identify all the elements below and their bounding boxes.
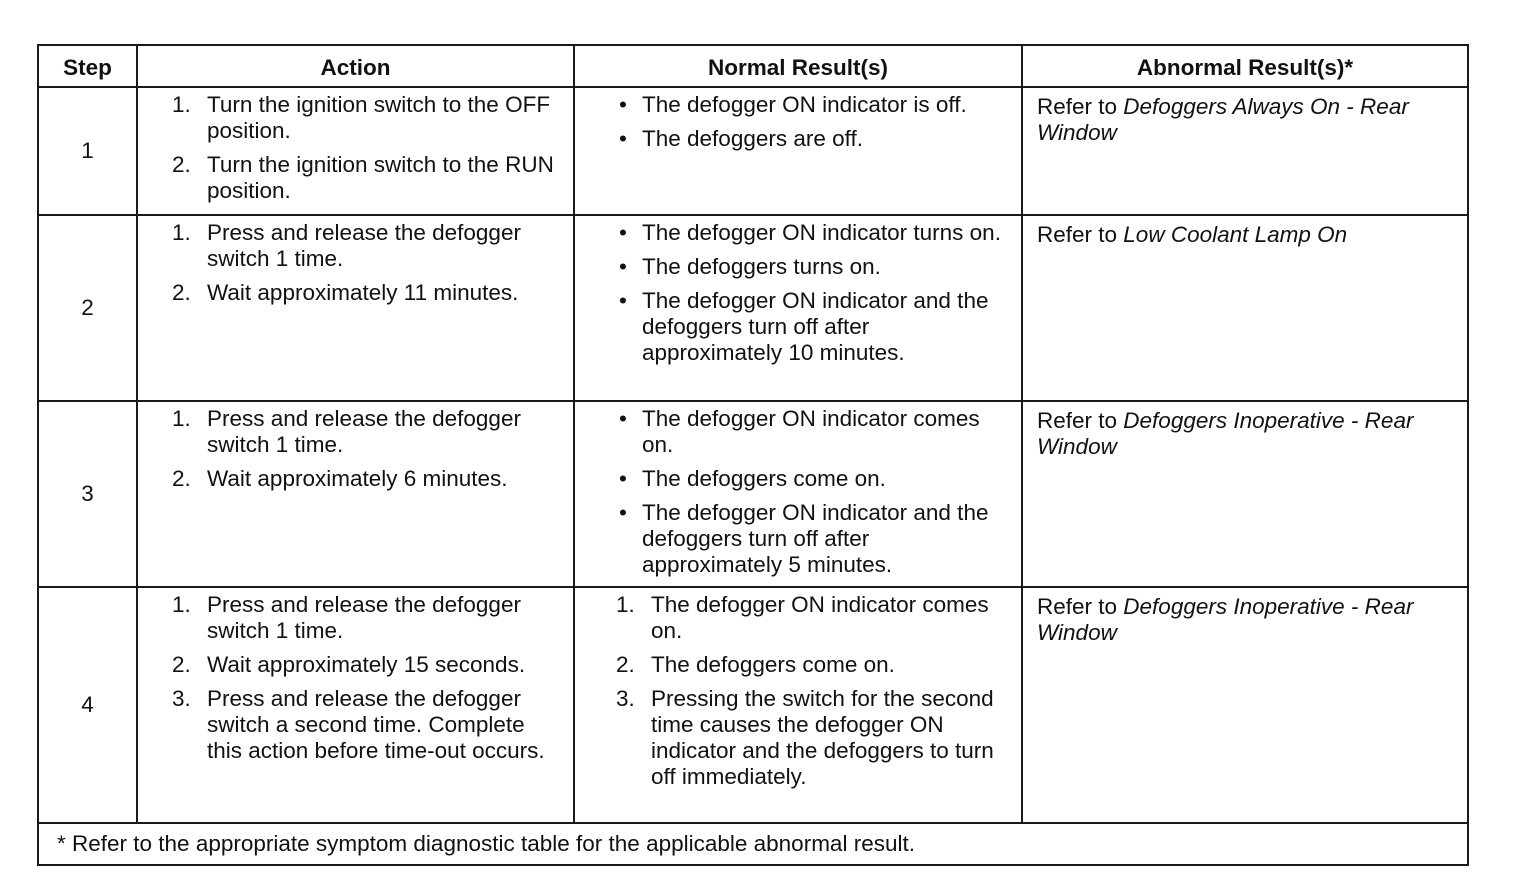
- action-item: [138, 92, 563, 144]
- footnote-row: [38, 823, 1468, 865]
- action-cell: [137, 401, 574, 587]
- action-item: [138, 592, 563, 644]
- abnormal-reference-link: Defoggers Inoperative - Rear Window: [1037, 594, 1414, 645]
- action-item: [138, 406, 563, 458]
- action-item: [138, 686, 563, 764]
- action-item-text: Wait approximately 6 minutes.: [207, 466, 508, 491]
- normal-result-text: Pressing the switch for the second time causes the defogger ON indicator and the defoggers to turn off immediately.: [651, 686, 994, 789]
- action-item: [138, 466, 563, 492]
- table-row: [38, 587, 1468, 823]
- normal-results-cell: [574, 87, 1022, 215]
- normal-results-list: [575, 92, 1011, 152]
- action-item-number: 3.: [172, 686, 191, 711]
- abnormal-refer-prefix: Refer to: [1037, 94, 1124, 119]
- action-item: [138, 220, 563, 272]
- abnormal-results-cell: [1022, 587, 1468, 823]
- action-item-number: 1.: [172, 220, 191, 245]
- normal-results-list: [575, 406, 1011, 578]
- normal-result-text: The defogger ON indicator is off.: [642, 92, 967, 117]
- action-list: [138, 92, 563, 204]
- header-normal-results: Normal Result(s): [574, 45, 1022, 87]
- normal-results-list: [575, 592, 1011, 790]
- normal-result-item: [575, 254, 1011, 280]
- action-item-text: Wait approximately 15 seconds.: [207, 652, 526, 677]
- bullet-icon: •: [619, 126, 627, 151]
- normal-results-list: [575, 220, 1011, 366]
- table-row: [38, 215, 1468, 401]
- normal-result-item: [575, 500, 1011, 578]
- bullet-icon: •: [619, 500, 627, 525]
- action-list: [138, 220, 563, 306]
- footnote: * Refer to the appropriate symptom diagnostic table for the applicable abnormal result.: [38, 823, 1468, 865]
- action-cell: [137, 215, 574, 401]
- action-list: [138, 406, 563, 492]
- action-item-text: Turn the ignition switch to the RUN position.: [207, 152, 554, 203]
- action-item-number: 1.: [172, 592, 191, 617]
- normal-results-cell: [574, 401, 1022, 587]
- normal-result-item: [575, 288, 1011, 366]
- diagnostic-table: [37, 44, 1469, 866]
- normal-results-cell: [574, 587, 1022, 823]
- bullet-icon: •: [619, 406, 627, 431]
- normal-result-number: 1.: [616, 592, 635, 617]
- step-number: 3: [38, 401, 137, 587]
- action-list: [138, 592, 563, 764]
- table-row: [38, 401, 1468, 587]
- action-item-number: 2.: [172, 652, 191, 677]
- normal-result-number: 3.: [616, 686, 635, 711]
- abnormal-results-cell: [1022, 215, 1468, 401]
- abnormal-reference-link: Defoggers Always On - Rear Window: [1037, 94, 1409, 145]
- action-item-text: Press and release the defogger switch 1 time.: [207, 406, 521, 457]
- normal-result-text: The defogger ON indicator turns on.: [642, 220, 1001, 245]
- action-item-number: 2.: [172, 466, 191, 491]
- action-item-number: 1.: [172, 406, 191, 431]
- action-item-text: Turn the ignition switch to the OFF position.: [207, 92, 551, 143]
- action-item-number: 2.: [172, 152, 191, 177]
- action-item-text: Press and release the defogger switch a second time. Complete this action before time-out occurs.: [207, 686, 545, 763]
- abnormal-refer-prefix: Refer to: [1037, 594, 1124, 619]
- step-number: 2: [38, 215, 137, 401]
- normal-result-item: [575, 406, 1011, 458]
- action-item-text: Press and release the defogger switch 1 time.: [207, 220, 521, 271]
- abnormal-reference-link: Low Coolant Lamp On: [1123, 222, 1348, 247]
- normal-result-text: The defoggers come on.: [642, 466, 886, 491]
- normal-result-text: The defogger ON indicator and the defoggers turn off after approximately 10 minutes.: [642, 288, 989, 365]
- action-item: [138, 152, 563, 204]
- normal-result-item: [575, 220, 1011, 246]
- table-row: [38, 87, 1468, 215]
- normal-result-number: 2.: [616, 652, 635, 677]
- action-item-number: 2.: [172, 280, 191, 305]
- normal-result-item: [575, 652, 1011, 678]
- abnormal-reference-link: Defoggers Inoperative - Rear Window: [1037, 408, 1414, 459]
- normal-results-cell: [574, 215, 1022, 401]
- normal-result-text: The defoggers turns on.: [642, 254, 881, 279]
- header-action: Action: [137, 45, 574, 87]
- normal-result-text: The defogger ON indicator comes on.: [642, 406, 980, 457]
- action-cell: [137, 87, 574, 215]
- header-step: Step: [38, 45, 137, 87]
- bullet-icon: •: [619, 220, 627, 245]
- bullet-icon: •: [619, 466, 627, 491]
- action-item-text: Press and release the defogger switch 1 time.: [207, 592, 521, 643]
- normal-result-item: [575, 686, 1011, 790]
- step-number: 4: [38, 587, 137, 823]
- bullet-icon: •: [619, 254, 627, 279]
- normal-result-text: The defogger ON indicator and the defoggers turn off after approximately 5 minutes.: [642, 500, 989, 577]
- normal-result-text: The defogger ON indicator comes on.: [651, 592, 989, 643]
- abnormal-refer-prefix: Refer to: [1037, 408, 1124, 433]
- action-item: [138, 652, 563, 678]
- normal-result-item: [575, 592, 1011, 644]
- bullet-icon: •: [619, 92, 627, 117]
- action-item-number: 1.: [172, 92, 191, 117]
- action-item: [138, 280, 563, 306]
- abnormal-results-cell: [1022, 87, 1468, 215]
- normal-result-item: [575, 126, 1011, 152]
- bullet-icon: •: [619, 288, 627, 313]
- normal-result-text: The defoggers come on.: [651, 652, 895, 677]
- step-number: 1: [38, 87, 137, 215]
- normal-result-item: [575, 92, 1011, 118]
- header-abnormal-results: Abnormal Result(s)*: [1022, 45, 1468, 87]
- abnormal-results-cell: [1022, 401, 1468, 587]
- table-header-row: [38, 45, 1468, 87]
- action-item-text: Wait approximately 11 minutes.: [207, 280, 519, 305]
- abnormal-refer-prefix: Refer to: [1037, 222, 1124, 247]
- action-cell: [137, 587, 574, 823]
- normal-result-text: The defoggers are off.: [642, 126, 863, 151]
- normal-result-item: [575, 466, 1011, 492]
